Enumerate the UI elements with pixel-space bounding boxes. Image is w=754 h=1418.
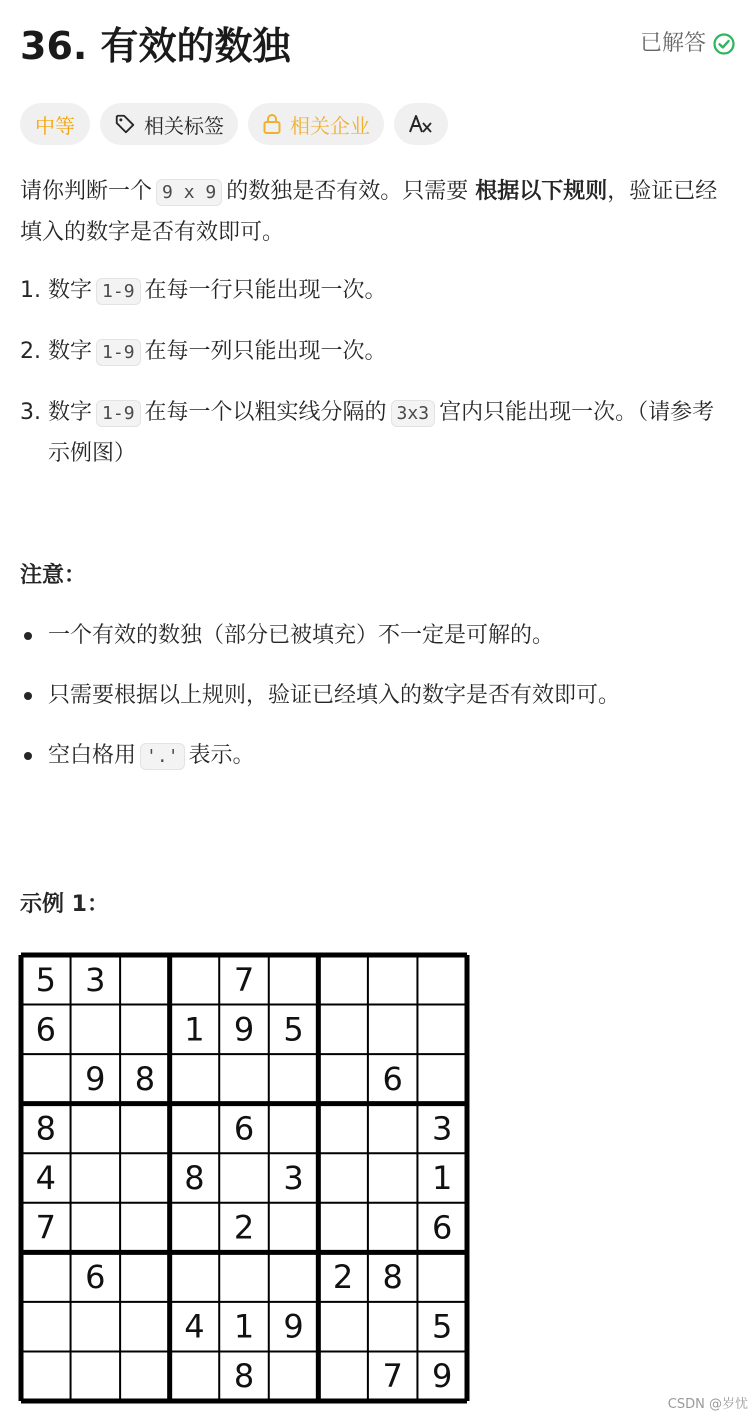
note-text: 一个有效的数独（部分已被填充）不一定是可解的。 (48, 623, 555, 648)
rule-text: 在每一个以粗实线分隔的 (144, 400, 387, 425)
inline-code: 3x3 (391, 400, 436, 427)
inline-code: 1-9 (96, 400, 141, 427)
sudoku-cell-digit: 7 (233, 960, 255, 999)
sudoku-cell-digit: 7 (35, 1208, 56, 1247)
watermark: CSDN @岁忧 (667, 1397, 748, 1412)
rule-item (20, 393, 734, 474)
topics-tag-label: 相关标签 (144, 113, 224, 138)
sudoku-cell-digit: 4 (184, 1307, 205, 1346)
sudoku-cell-digit: 6 (432, 1208, 453, 1247)
companies-tag-label: 相关企业 (290, 113, 370, 138)
note-item (20, 616, 734, 656)
rule-text: 数字 (48, 400, 93, 425)
sudoku-cell-digit: 5 (432, 1307, 453, 1346)
sudoku-board (18, 952, 470, 1404)
notes-heading: 注意： (20, 563, 87, 588)
sudoku-cell-digit: 3 (283, 1159, 304, 1197)
sudoku-cell-digit: 9 (233, 1010, 255, 1049)
sudoku-board-image (18, 952, 470, 1408)
check-circle-icon (712, 32, 736, 56)
sudoku-cell-digit: 1 (233, 1307, 255, 1346)
solved-label: 已解答 (639, 31, 706, 56)
rule-text: 在每一列只能出现一次。 (144, 339, 387, 364)
sudoku-cell-digit: 8 (35, 1109, 56, 1148)
sudoku-cell-digit: 6 (382, 1059, 403, 1098)
note-text: 只需要根据以上规则，验证已经填入的数字是否有效即可。 (48, 683, 621, 708)
intro-text-b: 的数独是否有效。只需要 (226, 179, 469, 204)
sudoku-cell-digit: 7 (382, 1357, 403, 1396)
topics-tag-button[interactable] (100, 103, 238, 145)
note-item (20, 736, 734, 777)
sudoku-cell-digit: 6 (233, 1109, 255, 1148)
translate-icon (408, 113, 434, 135)
inline-code: 9 x 9 (156, 179, 222, 206)
sudoku-cell-digit: 1 (432, 1159, 453, 1197)
sudoku-cell-digit: 2 (233, 1208, 255, 1247)
sudoku-cell-digit: 9 (85, 1059, 106, 1098)
rule-number: 3. (20, 400, 41, 425)
rule-text: 在每一行只能出现一次。 (144, 278, 387, 303)
intro-bold: 根据以下规则 (475, 179, 608, 204)
sudoku-cell-digit: 2 (332, 1258, 354, 1297)
rule-text: 宫内只能出现一次。（请参考示例图） (48, 400, 715, 466)
companies-tag-button[interactable] (248, 103, 384, 145)
solved-status (640, 28, 736, 60)
sudoku-cell-digit: 8 (134, 1059, 156, 1098)
translate-button[interactable] (394, 103, 448, 145)
inline-code: '.' (140, 743, 185, 770)
rule-number: 1. (20, 278, 41, 303)
intro-text-c: ，验证已经填入的数字是否有效即可。 (20, 179, 718, 245)
bullet-icon (24, 632, 32, 640)
tag-icon (114, 113, 136, 135)
note-text: 表示。 (188, 743, 255, 768)
tag-bar (20, 103, 448, 145)
note-text: 空白格用 (48, 743, 137, 768)
rule-text: 数字 (48, 339, 93, 364)
sudoku-cell-digit: 5 (283, 1010, 304, 1049)
sudoku-cell-digit: 9 (283, 1307, 304, 1346)
sudoku-cell-digit: 6 (85, 1258, 106, 1297)
rule-text: 数字 (48, 278, 93, 303)
inline-code: 1-9 (96, 278, 141, 305)
sudoku-cell-digit: 8 (184, 1159, 205, 1197)
bullet-icon (24, 752, 32, 760)
problem-title: 36. 有效的数独 (20, 24, 291, 68)
example-heading: 示例 1： (20, 892, 109, 917)
sudoku-cell-digit: 8 (233, 1357, 255, 1396)
sudoku-cell-digit: 3 (432, 1109, 453, 1148)
intro-text-a: 请你判断一个 (20, 179, 153, 204)
sudoku-cell-digit: 1 (184, 1010, 205, 1049)
sudoku-cell-digit: 9 (432, 1357, 453, 1396)
sudoku-cell-digit: 3 (85, 960, 106, 999)
sudoku-cell-digit: 4 (35, 1159, 56, 1197)
sudoku-cell-digit: 8 (382, 1258, 403, 1297)
sudoku-cell-digit: 6 (35, 1010, 56, 1049)
difficulty-label: 中等 (35, 113, 75, 138)
sudoku-cell-digit: 5 (35, 960, 56, 999)
problem-description (20, 172, 734, 797)
rule-number: 2. (20, 339, 41, 364)
intro-paragraph (20, 172, 734, 253)
lock-icon (262, 113, 282, 135)
difficulty-badge[interactable] (20, 103, 90, 145)
note-item (20, 676, 734, 716)
rule-item (20, 271, 734, 312)
inline-code: 1-9 (96, 339, 141, 366)
notes-list (20, 616, 734, 777)
rules-list (20, 271, 734, 474)
bullet-icon (24, 692, 32, 700)
rule-item (20, 332, 734, 373)
